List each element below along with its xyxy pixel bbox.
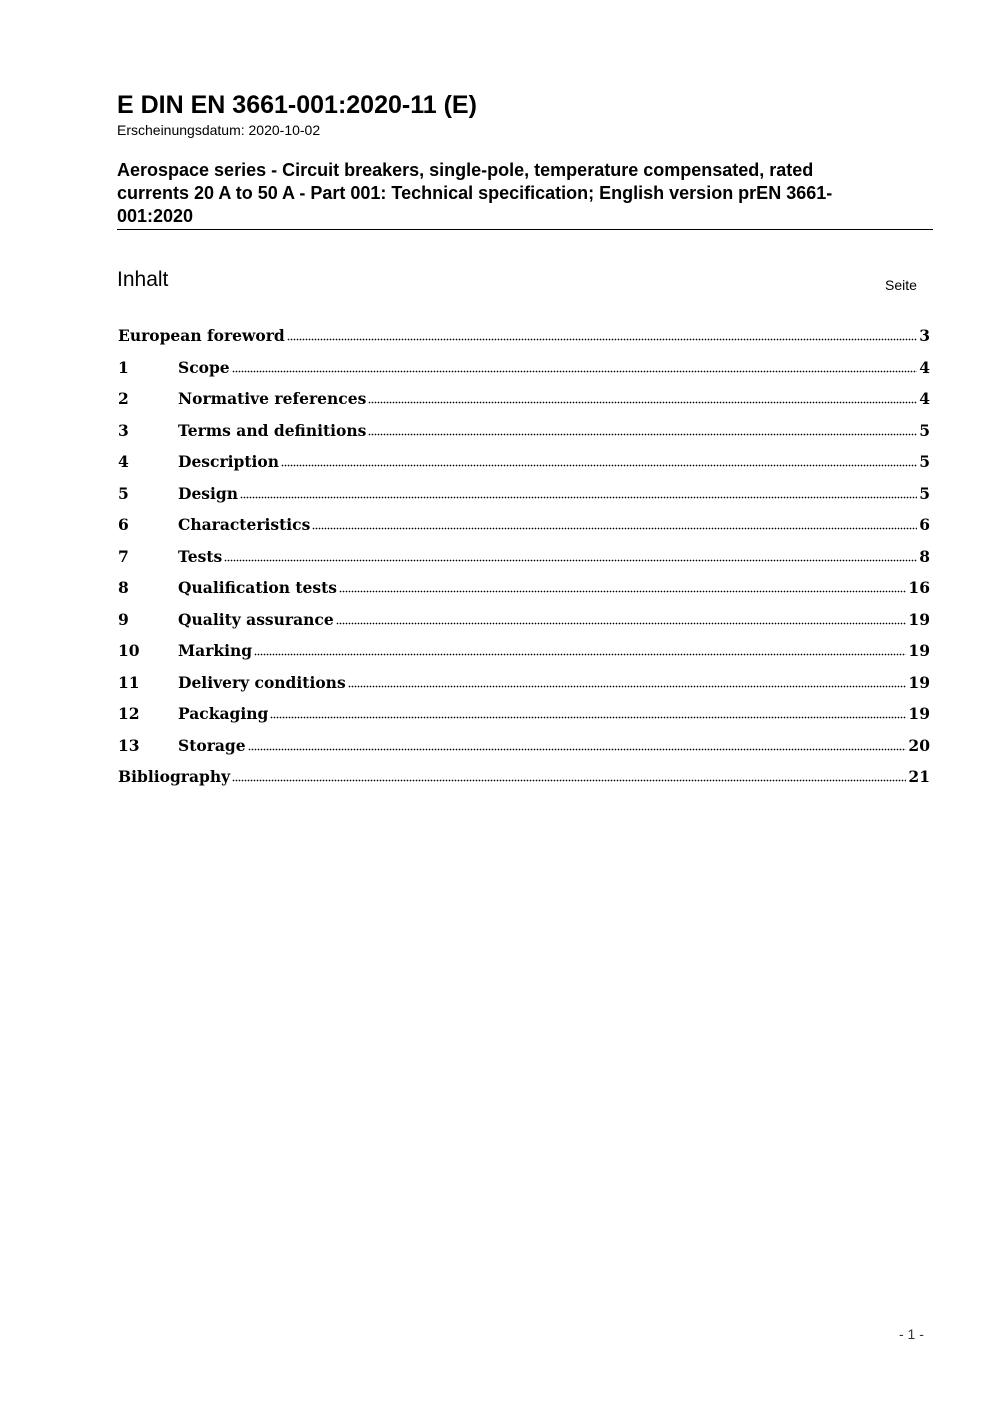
toc-entry-scope[interactable] xyxy=(118,355,930,387)
toc-entry-description[interactable] xyxy=(118,449,930,481)
header-rule xyxy=(117,229,933,230)
toc-entry-page: 21 xyxy=(908,767,930,786)
dot-leader xyxy=(232,779,906,782)
toc-entry-european-foreword[interactable] xyxy=(118,323,930,355)
dot-leader xyxy=(248,748,907,751)
table-of-contents xyxy=(118,323,930,796)
dot-leader xyxy=(232,370,918,373)
toc-entry-title: Marking xyxy=(178,641,253,660)
toc-entry-number: 12 xyxy=(118,704,140,723)
toc-entry-title: European foreword xyxy=(118,326,285,345)
toc-entry-title: Terms and definitions xyxy=(178,420,367,440)
dot-leader xyxy=(224,559,917,562)
toc-entry-normative-references[interactable] xyxy=(118,386,930,418)
title-line: Aerospace series - Circuit breakers, single-pole, temperature compensated, rated xyxy=(117,160,814,180)
toc-entry-title: Scope xyxy=(178,357,230,377)
toc-entry-marking[interactable] xyxy=(118,638,930,670)
toc-entry-number: 6 xyxy=(118,515,129,534)
toc-entry-bibliography[interactable] xyxy=(118,764,930,796)
toc-entry-number: 7 xyxy=(118,546,129,566)
toc-entry-title: Design xyxy=(178,483,239,503)
toc-entry-title: Quality assurance xyxy=(178,609,334,629)
toc-entry-number: 5 xyxy=(118,483,129,503)
toc-entry-number: 4 xyxy=(118,452,129,471)
dot-leader xyxy=(336,622,907,625)
toc-entry-number: 3 xyxy=(118,420,129,440)
dot-leader xyxy=(348,685,907,688)
toc-entry-title: Characteristics xyxy=(178,515,311,534)
dot-leader xyxy=(368,401,917,404)
toc-entry-page: 4 xyxy=(919,389,930,408)
toc-entry-page: 19 xyxy=(908,641,930,660)
toc-entry-title: Tests xyxy=(178,546,223,566)
toc-entry-characteristics[interactable] xyxy=(118,512,930,544)
toc-entry-number: 1 xyxy=(118,357,129,377)
toc-entry-page: 5 xyxy=(919,420,930,440)
toc-entry-number: 11 xyxy=(118,672,140,692)
toc-entry-page: 5 xyxy=(919,452,930,471)
toc-entry-title: Storage xyxy=(178,735,246,755)
toc-entry-title: Normative references xyxy=(178,389,367,408)
title-line: 001:2020 xyxy=(117,206,194,226)
toc-entry-page: 19 xyxy=(908,672,930,692)
toc-heading: Inhalt xyxy=(117,268,169,291)
toc-entry-title: Bibliography xyxy=(118,767,231,786)
dot-leader xyxy=(368,433,917,436)
dot-leader xyxy=(287,338,917,341)
toc-entry-number: 2 xyxy=(118,389,129,408)
toc-entry-number: 9 xyxy=(118,609,129,629)
toc-entry-page: 4 xyxy=(919,357,930,377)
dot-leader xyxy=(339,590,906,593)
footer-page-number: - 1 - xyxy=(899,1326,924,1342)
toc-entry-page: 3 xyxy=(919,326,930,345)
toc-entry-terms-and-definitions[interactable] xyxy=(118,418,930,450)
dot-leader xyxy=(270,716,906,719)
toc-entry-packaging[interactable] xyxy=(118,701,930,733)
document-title xyxy=(117,159,932,228)
dot-leader xyxy=(281,464,917,467)
toc-entry-qualification-tests[interactable] xyxy=(118,575,930,607)
document-id: E DIN EN 3661-001:2020-11 (E) xyxy=(117,91,477,119)
dot-leader xyxy=(240,496,917,499)
toc-entry-title: Packaging xyxy=(178,704,269,723)
title-line: currents 20 A to 50 A - Part 001: Technical specification; English version prEN 3661- xyxy=(117,183,833,203)
toc-entry-quality-assurance[interactable] xyxy=(118,607,930,639)
toc-entry-number: 10 xyxy=(118,641,140,660)
toc-entry-page: 5 xyxy=(919,483,930,503)
toc-entry-page: 19 xyxy=(908,704,930,723)
toc-entry-page: 8 xyxy=(919,546,930,566)
toc-entry-page: 20 xyxy=(908,735,930,755)
toc-entry-delivery-conditions[interactable] xyxy=(118,670,930,702)
dot-leader xyxy=(254,653,906,656)
toc-entry-number: 13 xyxy=(118,735,140,755)
toc-entry-page: 6 xyxy=(919,515,930,534)
issue-date: Erscheinungsdatum: 2020-10-02 xyxy=(117,122,321,138)
toc-entry-design[interactable] xyxy=(118,481,930,513)
toc-entry-number: 8 xyxy=(118,578,129,597)
toc-entry-title: Delivery conditions xyxy=(178,672,346,692)
toc-entry-title: Qualification tests xyxy=(178,578,338,597)
toc-entry-page: 16 xyxy=(908,578,930,597)
toc-entry-storage[interactable] xyxy=(118,733,930,765)
page-column-label: Seite xyxy=(885,277,917,293)
toc-entry-title: Description xyxy=(178,452,280,471)
toc-entry-tests[interactable] xyxy=(118,544,930,576)
toc-entry-page: 19 xyxy=(908,609,930,629)
dot-leader xyxy=(312,527,917,530)
